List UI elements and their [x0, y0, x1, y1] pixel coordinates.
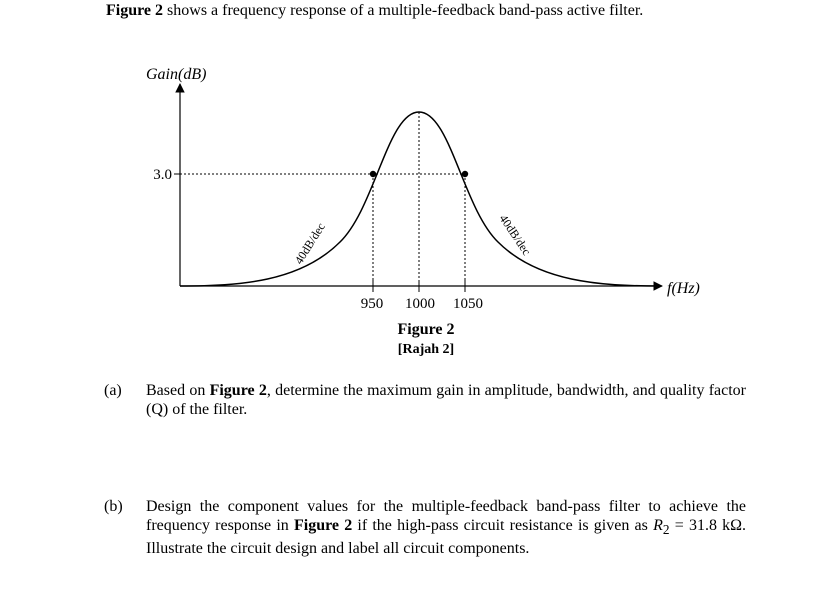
x-tick-label-1050: 1050: [453, 296, 483, 312]
question-a-text: Based on Figure 2, determine the maximum gain in amplitude, bandwidth, and quality factor (Q) of the filter.: [146, 382, 747, 418]
y-axis-label: Gain(dB): [146, 66, 207, 83]
intro-figure-ref: Figure 2: [106, 2, 164, 19]
slope-label-left: 40dB/dec: [291, 220, 328, 267]
resistor-subscript: 2: [662, 522, 670, 538]
question-a-figure-ref: Figure 2: [209, 382, 267, 399]
question-b-figure-ref: Figure 2: [293, 517, 353, 534]
figure-caption-malay: [Rajah 2]: [397, 342, 455, 357]
intro-body: shows a frequency response of a multiple-feedback band-pass active filter.: [163, 2, 644, 19]
question-a: [104, 381, 746, 419]
question-b-label: (b): [104, 498, 123, 515]
x-tick-label-950: 950: [360, 296, 384, 312]
point-1050: [462, 171, 468, 177]
point-950: [370, 171, 376, 177]
resistor-variable: R: [653, 517, 663, 534]
figure-caption: Figure 2: [397, 321, 455, 338]
x-axis-label: f(Hz): [667, 280, 700, 297]
x-tick-label-1000: 1000: [405, 296, 435, 312]
slope-label-right: 40dB/dec: [496, 211, 534, 258]
question-a-label: (a): [104, 382, 122, 399]
question-b-text: Design the component values for the multiple-feedback band-pass filter to achieve the frequency response in Figure 2 if the high-pass circuit resistance is given as $R_2 = 31.8$ kΩ. Illustrate the circuit design and label all circuit components.: [146, 498, 747, 558]
y-tick-label: 3.0: [153, 167, 172, 183]
response-curve: [180, 112, 660, 286]
question-b: [104, 497, 746, 558]
